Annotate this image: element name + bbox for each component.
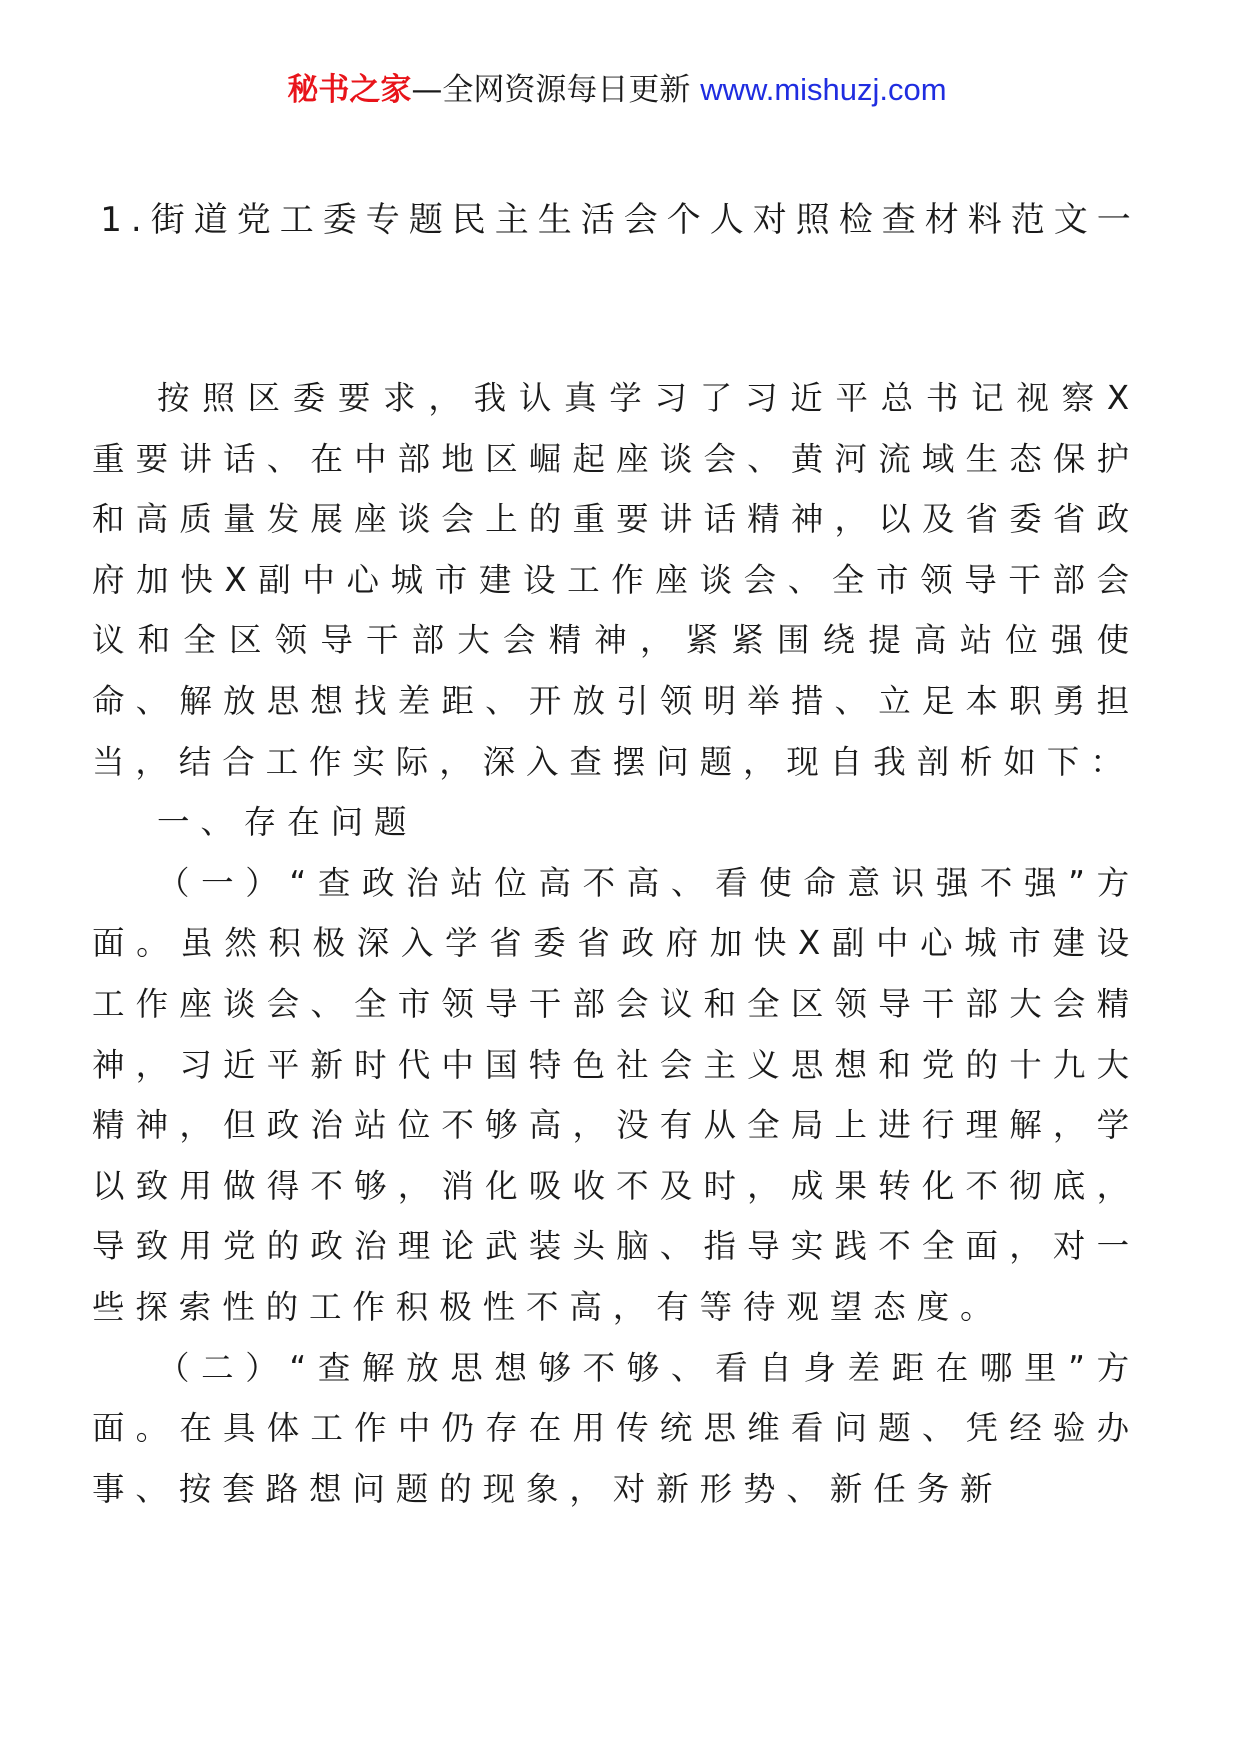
document-title: 1.街道党工委专题民主生活会个人对照检查材料范文一 [100,200,1140,240]
body-paragraph: （二）“查解放思想够不够、看自身差距在哪里”方面。在具体工作中仍存在用传统思维看问题、凭经验办事、按套路想问题的现象，对新形势、新任务新 [92,1348,1140,1508]
header-slogan: —全网资源每日更新 [411,72,701,108]
site-header [0,70,1234,110]
section-heading: 一、存在问题 [157,803,418,842]
intro-paragraph: 按照区委要求，我认真学习了习近平总书记视察X重要讲话、在中部地区崛起座谈会、黄河流域生态保护和高质量发展座谈会上的重要讲话精神，以及省委省政府加快X副中心城市建设工作座谈会、全市领导干部会议和全区领导干部大会精神，紧紧围绕提高站位强使命、解放思想找差距、开放引领明举措、立足本职勇担当，结合工作实际，深入查摆问题，现自我剖析如下： [92,379,1140,781]
document-body [92,368,1140,1519]
brand-name: 秘书之家 [287,72,412,108]
body-paragraph: （一）“查政治站位高不高、看使命意识强不强”方面。虽然积极深入学省委省政府加快X副中心城市建设工作座谈会、全市领导干部会议和全区领导干部大会精神，习近平新时代中国特色社会主义思想和党的十九大精神，但政治站位不够高，没有从全局上进行理解，学以致用做得不够，消化吸收不及时，成果转化不彻底，导致用党的政治理论武装头脑、指导实践不全面，对一些探索性的工作积极性不高，有等待观望态度。 [92,863,1140,1326]
site-url-link[interactable]: www.mishuzj.com [700,72,947,107]
